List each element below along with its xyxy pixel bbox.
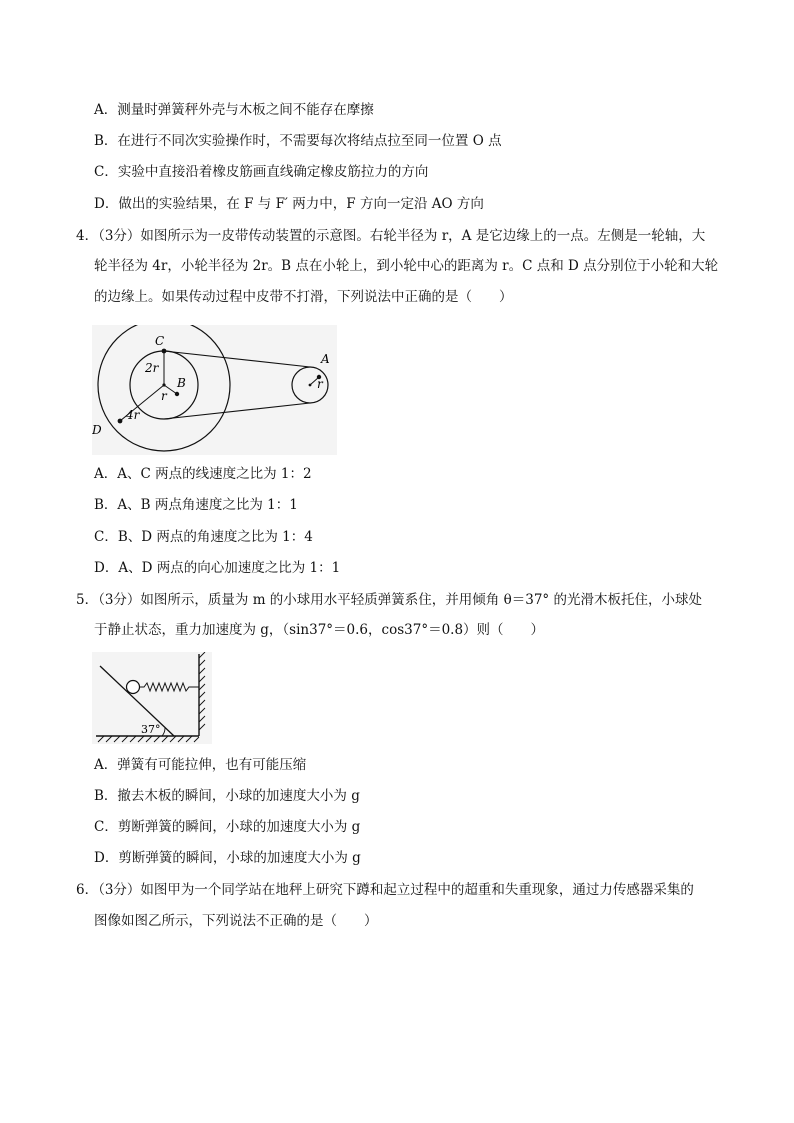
q5-stem-line-2: 于静止状态，重力加速度为 g，（sin37°＝0.6，cos37°＝0.8）则（ ） <box>94 622 545 638</box>
q5-option-a: A．弹簧有可能拉伸，也有可能压缩 <box>94 757 307 773</box>
label-b: B <box>177 376 186 390</box>
q5-option-b: B．撤去木板的瞬间，小球的加速度大小为 g <box>94 788 360 804</box>
q4-option-a: A．A、C 两点的线速度之比为 1：2 <box>94 466 312 482</box>
q5-option-d: D．剪断弹簧的瞬间，小球的加速度大小为 g <box>94 850 361 866</box>
q5-incline-spring-figure <box>92 652 212 744</box>
label-two-r: 2r <box>145 361 159 375</box>
q3-option-b: B．在进行不同次实验操作时，不需要每次将结点拉至同一位置 O 点 <box>94 133 502 149</box>
q4-stem-line-3: 的边缘上。如果传动过程中皮带不打滑，下列说法中正确的是（ ） <box>94 289 513 305</box>
q6-stem-line-2: 图像如图乙所示，下列说法不正确的是（ ） <box>94 913 378 929</box>
q4-stem-line-2: 轮半径为 4r，小轮半径为 2r。B 点在小轮上，到小轮中心的距离为 r。C 点和 D 点分别位于小轮和大轮 <box>94 258 719 274</box>
angle-label: 37° <box>141 723 161 736</box>
q4-belt-pulley-figure <box>92 325 337 455</box>
q4-option-d: D．A、D 两点的向心加速度之比为 1：1 <box>94 560 341 576</box>
q4-option-c: C．B、D 两点的角速度之比为 1：4 <box>94 529 313 545</box>
q3-option-d: D．做出的实验结果，在 F 与 F′ 两力中，F 方向一定沿 AO 方向 <box>94 196 484 212</box>
ball <box>127 681 140 694</box>
label-r-small: r <box>161 389 167 403</box>
label-d: D <box>92 423 102 437</box>
q4-stem-line-1: 4．（3分）如图所示为一皮带传动装置的示意图。右轮半径为 r，A 是它边缘上的一点。左侧是一轮轴，大 <box>76 228 706 244</box>
label-a: A <box>321 352 330 366</box>
label-r-right: r <box>317 377 323 391</box>
q4-option-b: B．A、B 两点角速度之比为 1：1 <box>94 497 298 513</box>
label-c: C <box>155 334 165 348</box>
q3-option-c: C．实验中直接沿着橡皮筋画直线确定橡皮筋拉力的方向 <box>94 164 429 180</box>
label-four-r: 4r <box>126 408 140 422</box>
q5-stem-line-1: 5．（3分）如图所示，质量为 m 的小球用水平轻质弹簧系住，并用倾角 θ＝37° 的光滑木板托住，小球处 <box>76 592 702 608</box>
q5-option-c: C．剪断弹簧的瞬间，小球的加速度大小为 g <box>94 819 361 835</box>
q6-stem-line-1: 6．（3分）如图甲为一个同学站在地秤上研究下蹲和起立过程中的超重和失重现象，通过力传感器采集的 <box>76 882 694 898</box>
q3-option-a: A．测量时弹簧秤外壳与木板之间不能存在摩擦 <box>94 102 374 118</box>
